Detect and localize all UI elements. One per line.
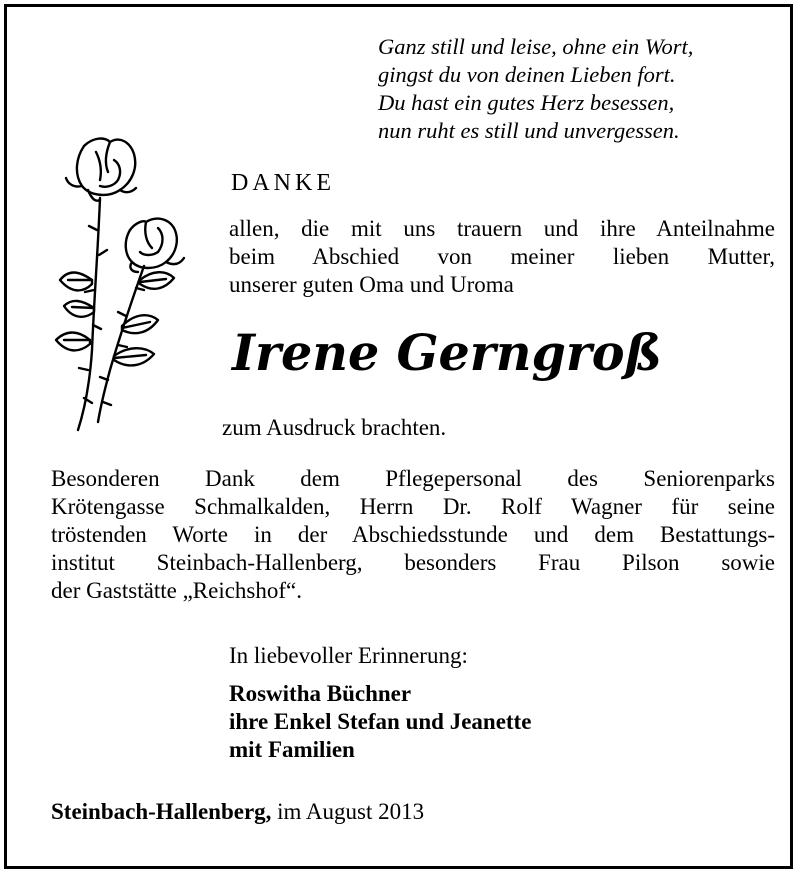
thanks-heading: DANKE xyxy=(231,170,335,196)
signer-line: Roswitha Büchner xyxy=(229,681,412,706)
poem xyxy=(378,33,693,145)
intro-text xyxy=(229,215,775,299)
thanks-line: tröstenden Worte in der Abschiedsstunde und dem Bestattungs- xyxy=(51,522,775,547)
intro-line: allen, die mit uns trauern und ihre Anteilnahme xyxy=(229,216,775,241)
poem-line: Du hast ein gutes Herz besessen, xyxy=(378,90,675,115)
deceased-name xyxy=(228,316,668,390)
poem-line: Ganz still und leise, ohne ein Wort, xyxy=(378,34,694,59)
rose-icon xyxy=(48,130,198,435)
intro-line: beim Abschied von meiner lieben Mutter, xyxy=(229,244,775,269)
place-name: Steinbach-Hallenberg, xyxy=(51,799,272,824)
signer-line: ihre Enkel Stefan und Jeanette xyxy=(229,709,532,734)
memory-label: In liebevoller Erinnerung: xyxy=(229,643,468,668)
place-date xyxy=(51,799,424,825)
thanks-line: Krötengasse Schmalkalden, Herrn Dr. Rolf Wagner für seine xyxy=(51,494,775,519)
closing-text: zum Ausdruck brachten. xyxy=(222,415,447,440)
poem-line: gingst du von deinen Lieben fort. xyxy=(378,62,676,87)
signer-line: mit Familien xyxy=(229,737,355,762)
intro-line: unserer guten Oma und Uroma xyxy=(229,272,514,297)
thanks-line: Besonderen Dank dem Pflegepersonal des Seniorenparks xyxy=(51,466,775,491)
date: im August 2013 xyxy=(277,799,425,824)
thanks-line: institut Steinbach-Hallenberg, besonders Frau Pilson sowie xyxy=(51,550,775,575)
signers xyxy=(229,680,531,764)
thanks-paragraph xyxy=(51,465,775,605)
poem-line: nun ruht es still und unvergessen. xyxy=(378,118,680,143)
thanks-line: der Gaststätte „Reichshof“. xyxy=(51,578,302,603)
deceased-name-text: Irene Gerngroß xyxy=(230,323,662,382)
